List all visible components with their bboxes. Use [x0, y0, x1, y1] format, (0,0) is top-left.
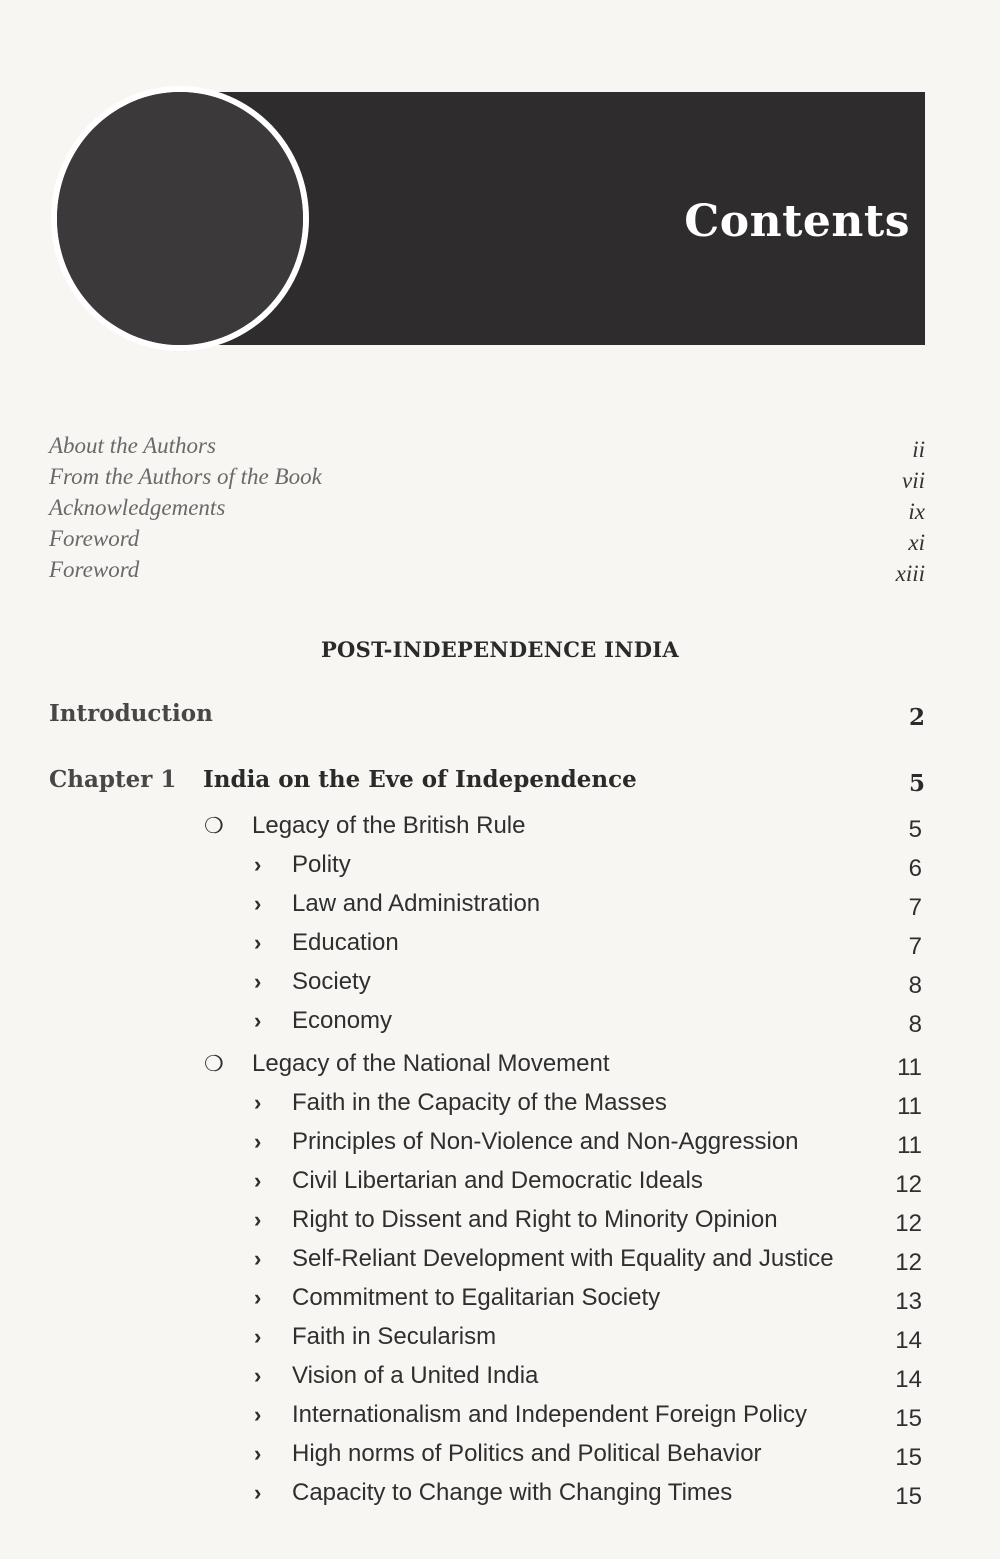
toc-item-page: 6	[908, 855, 922, 882]
toc-item-page: ii	[912, 437, 925, 462]
toc-subsection	[254, 1479, 922, 1511]
toc-subsection	[254, 968, 922, 1000]
toc-item-page: xi	[908, 530, 925, 555]
toc-subsection	[254, 1206, 922, 1238]
toc-item-label: Economy	[292, 1007, 393, 1034]
chevron-right-icon: ›	[254, 852, 262, 877]
chapter-title: India on the Eve of Independence	[203, 766, 637, 793]
toc-item-label: Principles of Non-Violence and Non-Aggression	[292, 1128, 799, 1155]
toc-subsection	[254, 1007, 922, 1039]
chevron-right-icon: ›	[254, 1129, 262, 1154]
toc-subsection	[254, 929, 922, 961]
chevron-right-icon: ›	[254, 891, 262, 916]
toc-item-page: 14	[895, 1327, 922, 1354]
toc-front-matter-item	[49, 464, 925, 494]
part-heading: POST-INDEPENDENCE INDIA	[320, 637, 680, 662]
page-title: Contents	[684, 196, 910, 247]
toc-item-page: 12	[895, 1171, 922, 1198]
toc-subsection	[254, 851, 922, 883]
toc-subsection	[254, 890, 922, 922]
toc-item-page: 15	[895, 1483, 922, 1510]
toc-item-label: Faith in the Capacity of the Masses	[292, 1089, 667, 1116]
toc-item-label: Education	[292, 929, 399, 956]
banner-circle-fill	[57, 92, 303, 345]
toc-subsection	[254, 1362, 922, 1394]
toc-item-label: Foreword	[49, 526, 140, 551]
toc-item-label: High norms of Politics and Political Behavior	[292, 1440, 762, 1467]
toc-item-page: 12	[895, 1249, 922, 1276]
toc-item-label: Self-Reliant Development with Equality and Justice	[292, 1245, 834, 1272]
toc-item-label: From the Authors of the Book	[49, 464, 322, 489]
toc-item-page: 14	[895, 1366, 922, 1393]
chevron-right-icon: ›	[254, 1207, 262, 1232]
toc-item-page: 7	[908, 933, 922, 960]
toc-front-matter-item	[49, 495, 925, 525]
toc-front-matter-item	[49, 526, 925, 556]
toc-item-page: vii	[902, 468, 925, 493]
toc-item-label: Internationalism and Independent Foreign Policy	[292, 1401, 807, 1428]
toc-front-matter-item	[49, 557, 925, 587]
toc-item-page: 15	[895, 1405, 922, 1432]
chevron-right-icon: ›	[254, 1402, 262, 1427]
toc-item-label: Faith in Secularism	[292, 1323, 497, 1350]
toc-section	[204, 1050, 922, 1082]
toc-item-page: 5	[908, 816, 922, 843]
toc-subsection	[254, 1128, 922, 1160]
chevron-right-icon: ›	[254, 1090, 262, 1115]
toc-item-label: Right to Dissent and Right to Minority Opinion	[292, 1206, 778, 1233]
toc-item-page: 7	[908, 894, 922, 921]
chevron-right-icon: ›	[254, 1285, 262, 1310]
chevron-right-icon: ›	[254, 1168, 262, 1193]
toc-item-page: 11	[897, 1093, 922, 1120]
toc-item-page: 15	[895, 1444, 922, 1471]
circle-bullet-icon: ❍	[204, 1051, 224, 1076]
chevron-right-icon: ›	[254, 1324, 262, 1349]
toc-item-label: Law and Administration	[292, 890, 541, 917]
toc-item-label: Legacy of the British Rule	[252, 812, 526, 839]
toc-item-page: 11	[897, 1054, 922, 1081]
toc-item-label: Civil Libertarian and Democratic Ideals	[292, 1167, 703, 1194]
chapter-number: Chapter 1	[49, 766, 177, 793]
toc-item-page: 12	[895, 1210, 922, 1237]
chevron-right-icon: ›	[254, 969, 262, 994]
toc-item-label: Legacy of the National Movement	[252, 1050, 610, 1077]
toc-subsection	[254, 1089, 922, 1121]
toc-item-label: Acknowledgements	[49, 495, 226, 520]
toc-subsection	[254, 1401, 922, 1433]
toc-item-page: 8	[908, 1011, 922, 1038]
toc-item-label: Foreword	[49, 557, 140, 582]
chevron-right-icon: ›	[254, 1363, 262, 1388]
toc-front-matter-item	[49, 433, 925, 463]
chevron-right-icon: ›	[254, 1246, 262, 1271]
toc-subsection	[254, 1167, 922, 1199]
toc-item-label: Society	[292, 968, 371, 995]
chevron-right-icon: ›	[254, 1441, 262, 1466]
toc-item-page: 8	[908, 972, 922, 999]
toc-item-page: ix	[908, 499, 925, 524]
toc-subsection	[254, 1284, 922, 1316]
toc-item-label: Introduction	[49, 700, 213, 727]
toc-section	[204, 812, 922, 844]
circle-bullet-icon: ❍	[204, 813, 224, 838]
toc-item-label: Vision of a United India	[292, 1362, 539, 1389]
chevron-right-icon: ›	[254, 930, 262, 955]
toc-subsection	[254, 1323, 922, 1355]
chevron-right-icon: ›	[254, 1480, 262, 1505]
toc-subsection	[254, 1245, 922, 1277]
toc-item-page: 5	[908, 770, 925, 797]
toc-item-page: 11	[897, 1132, 922, 1159]
toc-introduction	[49, 700, 925, 731]
toc-item-label: About the Authors	[49, 433, 216, 458]
chevron-right-icon: ›	[254, 1008, 262, 1033]
toc-item-page: xiii	[895, 561, 925, 586]
toc-item-page: 2	[908, 704, 925, 731]
toc-item-label: Commitment to Egalitarian Society	[292, 1284, 661, 1311]
toc-subsection	[254, 1440, 922, 1472]
toc-item-page: 13	[895, 1288, 922, 1315]
toc-item-label: Polity	[292, 851, 351, 878]
toc-item-label: Capacity to Change with Changing Times	[292, 1479, 733, 1506]
